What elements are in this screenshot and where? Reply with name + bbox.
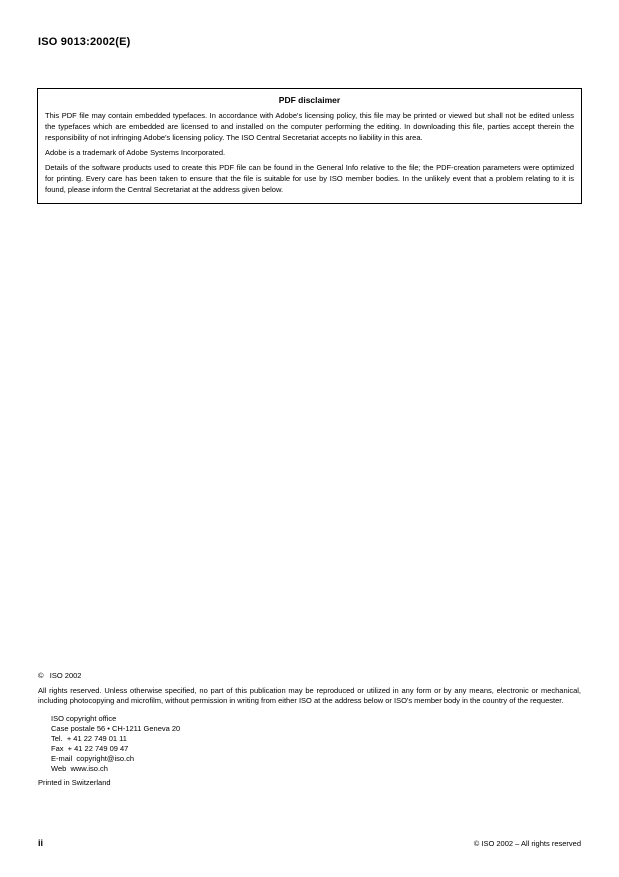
disclaimer-paragraph-adobe-trademark: Adobe is a trademark of Adobe Systems Incorporated.	[45, 148, 226, 157]
address-line-email: E-mail copyright@iso.ch	[51, 754, 135, 763]
address-line-web: Web www.iso.ch	[51, 764, 108, 773]
address-line-fax: Fax + 41 22 749 09 47	[51, 744, 129, 753]
address-line-tel: Tel. + 41 22 749 01 11	[51, 734, 127, 743]
iso-address-block	[51, 714, 581, 774]
disclaimer-paragraph-software-details: Details of the software products used to create this PDF file can be found in the General Info relative to the file; the PDF-creation parameters were optimized for printing. Every care has been taken to ensure that the file is suitable for use by ISO member bodies. In the unlikely event that a problem relating to it is found, please inform the Central Secretariat at the address given below.	[45, 163, 574, 194]
page-footer	[38, 838, 581, 848]
disclaimer-paragraph-typefaces: This PDF file may contain embedded typefaces. In accordance with Adobe's licensing policy, this file may be printed or viewed but shall not be edited unless the typefaces which are embedded are licensed to and installed on the computer performing the editing. In downloading this file, parties accept therein the responsibility of not infringing Adobe's licensing policy. The ISO Central Secretariat accepts no liability in this area.	[45, 111, 574, 142]
disclaimer-title: PDF disclaimer	[278, 95, 341, 105]
copyright-block	[38, 668, 581, 788]
address-line-office: ISO copyright office	[51, 714, 117, 723]
document-header-title: ISO 9013:2002(E)	[38, 36, 131, 48]
address-line-postal: Case postale 56 • CH-1211 Geneva 20	[51, 724, 181, 733]
page-number: ii	[38, 838, 44, 848]
copyright-notice: All rights reserved. Unless otherwise specified, no part of this publication may be reproduced or utilized in any form or by any means, electronic or mechanical, including photocopying and microfilm, without permission in writing from either ISO at the address below or ISO's member body in the country of the requester.	[38, 686, 581, 705]
copyright-year-line: © ISO 2002	[38, 671, 82, 680]
footer-copyright-notice: © ISO 2002 – All rights reserved	[473, 839, 581, 848]
printed-in-note: Printed in Switzerland	[38, 778, 111, 787]
pdf-disclaimer-box	[37, 88, 582, 204]
